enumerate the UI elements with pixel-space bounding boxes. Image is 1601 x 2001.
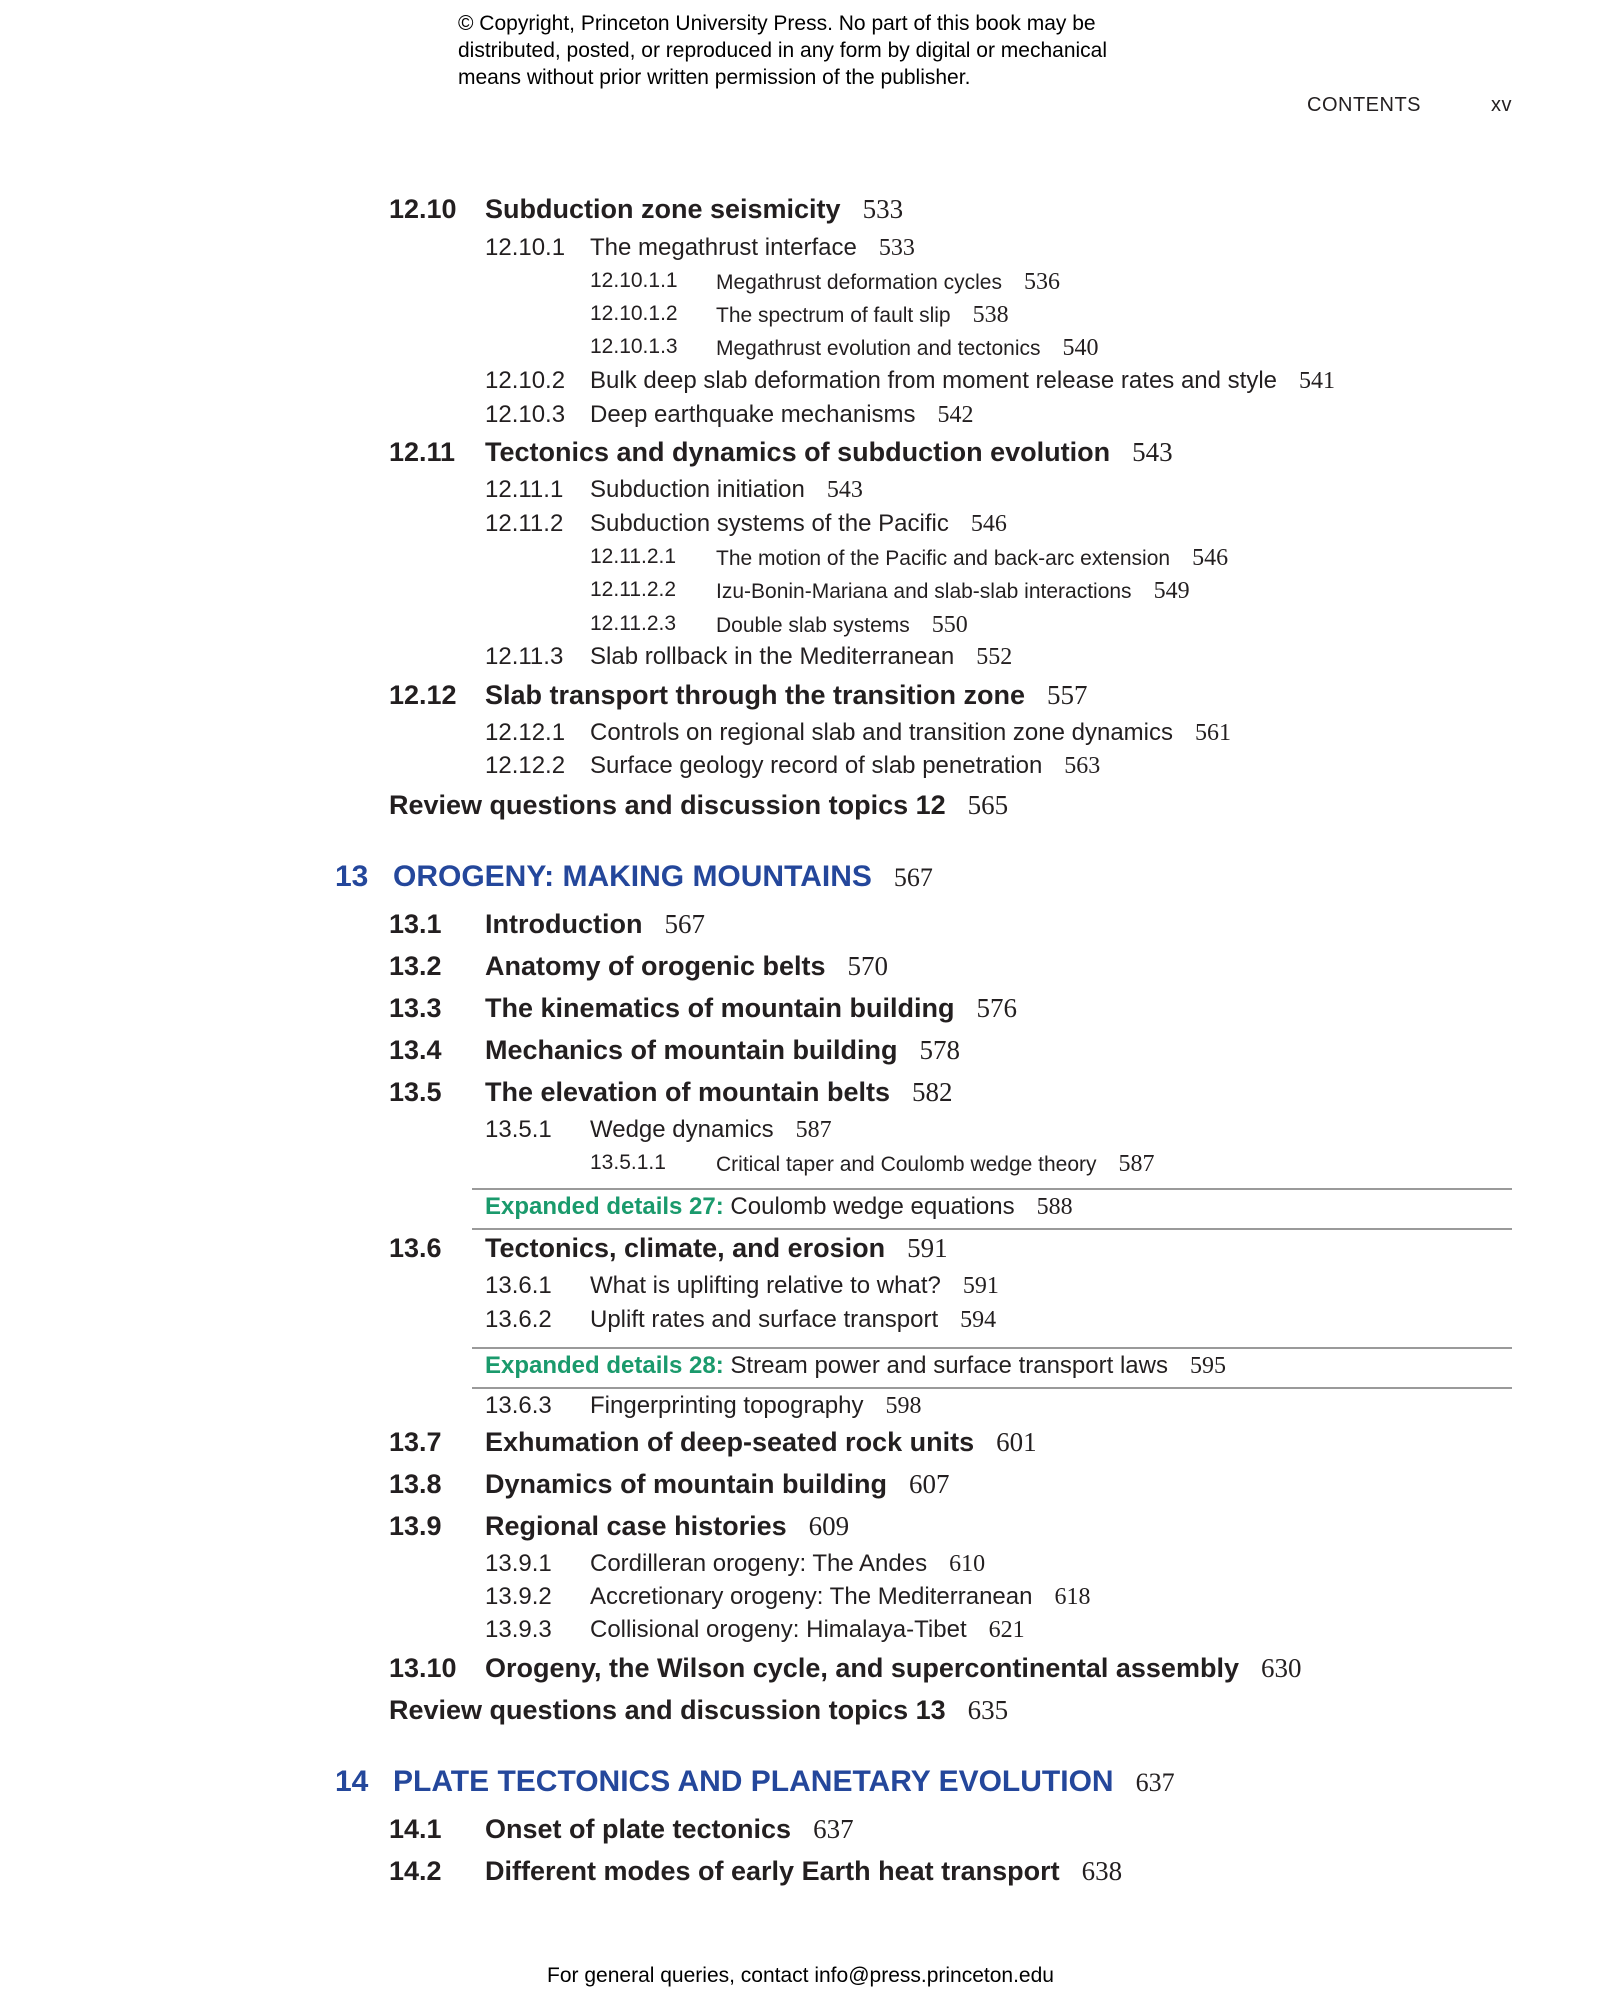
entry-number: 13.6.1 xyxy=(485,1272,552,1299)
entry-title: Subduction systems of the Pacific xyxy=(590,510,949,537)
entry-title: Slab transport through the transition zone xyxy=(485,680,1025,710)
entry-page: 607 xyxy=(909,1469,950,1499)
entry-number: 12.11.2.2 xyxy=(590,578,677,601)
entry-number: 12.11.2.3 xyxy=(590,612,677,635)
expanded-details-label: Expanded details 28: xyxy=(485,1352,724,1379)
entry-number: 12.11.2 xyxy=(485,510,564,537)
entry-page: 582 xyxy=(912,1077,953,1107)
entry-title: Tectonics and dynamics of subduction evolution xyxy=(485,437,1111,467)
entry-page: 536 xyxy=(1023,269,1060,295)
entry-page: 541 xyxy=(1299,368,1336,394)
entry-page: 610 xyxy=(949,1551,986,1577)
entry-page: 591 xyxy=(907,1233,948,1263)
entry-page: 561 xyxy=(1195,720,1231,746)
entry-page: 542 xyxy=(937,402,974,428)
entry-number: 13.6.3 xyxy=(485,1392,552,1419)
entry-title: The motion of the Pacific and back-arc extension xyxy=(716,547,1171,570)
entry-title: The elevation of mountain belts xyxy=(485,1077,891,1107)
chapter-number: 14 xyxy=(335,1765,369,1798)
entry-title: Uplift rates and surface transport xyxy=(590,1306,939,1333)
entry-number: 12.10.1.3 xyxy=(590,335,678,358)
entry-number: 12.11 xyxy=(389,437,456,467)
entry-page: 565 xyxy=(967,790,1009,820)
entry-title: Subduction initiation xyxy=(590,476,805,503)
entry-page: 609 xyxy=(808,1511,850,1541)
entry-page: 540 xyxy=(1062,335,1099,361)
entry-page: 598 xyxy=(885,1393,922,1419)
running-title: CONTENTS xyxy=(1307,94,1421,116)
entry-title: Regional case histories xyxy=(485,1511,787,1541)
entry-page: 570 xyxy=(847,951,889,981)
entry-number: 12.10.1.2 xyxy=(590,302,678,325)
entry-number: 13.9.2 xyxy=(485,1583,552,1610)
entry-page: 567 xyxy=(893,863,933,892)
entry-title: Different modes of early Earth heat transport xyxy=(485,1856,1060,1886)
entry-page: 591 xyxy=(962,1273,999,1299)
entry-title: Collisional orogeny: Himalaya-Tibet xyxy=(590,1616,967,1643)
entry-number: 13.9 xyxy=(389,1511,442,1541)
entry-number: 13.5.1 xyxy=(485,1116,552,1143)
entry-number: 13.5.1.1 xyxy=(590,1151,666,1174)
copyright-line: distributed, posted, or reproduced in any form by digital or mechanical xyxy=(458,39,1108,62)
entry-page: 538 xyxy=(972,302,1009,328)
entry-title: Izu-Bonin-Mariana and slab-slab interactions xyxy=(716,580,1132,603)
entry-page: 533 xyxy=(862,194,904,224)
entry-page: 543 xyxy=(826,477,863,503)
entry-page: 637 xyxy=(1135,1768,1175,1797)
entry-number: 13.8 xyxy=(389,1469,442,1499)
entry-title: Review questions and discussion topics 12 xyxy=(389,790,946,820)
entry-title: Slab rollback in the Mediterranean xyxy=(590,643,955,670)
copyright-line: © Copyright, Princeton University Press. No part of this book may be xyxy=(458,12,1096,35)
entry-page: 587 xyxy=(795,1117,832,1143)
entry-title: Surface geology record of slab penetration xyxy=(590,752,1043,779)
entry-page: 595 xyxy=(1189,1353,1226,1379)
entry-number: 12.10.3 xyxy=(485,401,566,428)
entry-title: The spectrum of fault slip xyxy=(716,304,951,327)
entry-title: Wedge dynamics xyxy=(590,1116,774,1143)
entry-title: Bulk deep slab deformation from moment release rates and style xyxy=(590,367,1278,394)
entry-number: 13.6.2 xyxy=(485,1306,552,1333)
chapter-title: OROGENY: MAKING MOUNTAINS xyxy=(393,860,872,893)
entry-number: 12.12.2 xyxy=(485,752,566,779)
entry-page: 549 xyxy=(1153,578,1190,604)
entry-page: 567 xyxy=(664,909,705,939)
entry-page: 601 xyxy=(996,1427,1037,1457)
entry-page: 638 xyxy=(1081,1856,1123,1886)
entry-title: Review questions and discussion topics 13 xyxy=(389,1695,946,1725)
entry-title: Tectonics, climate, and erosion xyxy=(485,1233,886,1263)
copyright-line: means without prior written permission of the publisher. xyxy=(458,66,971,89)
entry-page: 618 xyxy=(1054,1584,1091,1610)
entry-page: 550 xyxy=(931,612,968,638)
copyright-notice xyxy=(458,10,1218,91)
entry-title: Dynamics of mountain building xyxy=(485,1469,888,1499)
footer-contact: For general queries, contact info@press.princeton.edu xyxy=(547,1964,1054,1987)
entry-title: Double slab systems xyxy=(716,614,910,637)
entry-title: Controls on regional slab and transition zone dynamics xyxy=(590,719,1173,746)
entry-number: 12.10 xyxy=(389,194,457,224)
entry-number: 13.10 xyxy=(389,1653,457,1683)
entry-title: Subduction zone seismicity xyxy=(485,194,841,224)
entry-number: 13.7 xyxy=(389,1427,442,1457)
entry-page: 563 xyxy=(1064,753,1101,779)
entry-number: 14.2 xyxy=(389,1856,442,1886)
entry-page: 557 xyxy=(1047,680,1088,710)
entry-title: Mechanics of mountain building xyxy=(485,1035,898,1065)
entry-number: 13.1 xyxy=(389,909,442,939)
entry-title: Anatomy of orogenic belts xyxy=(485,951,826,981)
entry-number: 12.11.2.1 xyxy=(590,545,677,568)
entry-number: 12.12.1 xyxy=(485,719,566,746)
entry-title: Introduction xyxy=(485,909,643,939)
entry-title: The megathrust interface xyxy=(590,234,857,261)
page-number: xv xyxy=(1491,94,1512,116)
entry-page: 546 xyxy=(1192,545,1229,571)
chapter-number: 13 xyxy=(335,860,369,893)
entry-number: 14.1 xyxy=(389,1814,442,1844)
entry-number: 13.6 xyxy=(389,1233,442,1263)
entry-number: 12.12 xyxy=(389,680,457,710)
entry-page: 621 xyxy=(988,1617,1025,1643)
running-head xyxy=(1100,94,1512,124)
entry-title: Fingerprinting topography xyxy=(590,1392,864,1419)
entry-title: Megathrust evolution and tectonics xyxy=(716,337,1041,360)
entry-number: 12.10.1.1 xyxy=(590,269,678,292)
entry-page: 587 xyxy=(1118,1151,1155,1177)
entry-number: 12.11.1 xyxy=(485,476,564,503)
entry-number: 13.2 xyxy=(389,951,442,981)
entry-title: Accretionary orogeny: The Mediterranean xyxy=(590,1583,1033,1610)
entry-title: Stream power and surface transport laws xyxy=(730,1352,1168,1379)
entry-number: 12.10.1 xyxy=(485,234,566,261)
entry-page: 588 xyxy=(1036,1194,1073,1220)
entry-number: 12.10.2 xyxy=(485,367,566,394)
entry-page: 578 xyxy=(919,1035,961,1065)
entry-title: Cordilleran orogeny: The Andes xyxy=(590,1550,928,1577)
entry-number: 13.4 xyxy=(389,1035,442,1065)
chapter-title: PLATE TECTONICS AND PLANETARY EVOLUTION xyxy=(393,1765,1114,1798)
entry-number: 12.11.3 xyxy=(485,643,564,670)
entry-page: 594 xyxy=(960,1307,997,1333)
entry-page: 630 xyxy=(1260,1653,1302,1683)
entry-page: 635 xyxy=(967,1695,1009,1725)
entry-page: 533 xyxy=(878,235,915,261)
entry-number: 13.9.3 xyxy=(485,1616,552,1643)
expanded-details-label: Expanded details 27: xyxy=(485,1193,724,1220)
entry-title: Megathrust deformation cycles xyxy=(716,271,1002,294)
entry-title: Onset of plate tectonics xyxy=(485,1814,792,1844)
entry-number: 13.9.1 xyxy=(485,1550,552,1577)
entry-page: 552 xyxy=(976,644,1013,670)
entry-number: 13.5 xyxy=(389,1077,442,1107)
entry-title: The kinematics of mountain building xyxy=(485,993,955,1023)
entry-title: What is uplifting relative to what? xyxy=(590,1272,941,1299)
entry-page: 546 xyxy=(970,511,1007,537)
entry-page: 637 xyxy=(813,1814,854,1844)
entry-number: 13.3 xyxy=(389,993,442,1023)
entry-page: 543 xyxy=(1132,437,1173,467)
entry-title: Critical taper and Coulomb wedge theory xyxy=(716,1153,1097,1176)
entry-title: Coulomb wedge equations xyxy=(730,1193,1015,1220)
entry-title: Deep earthquake mechanisms xyxy=(590,401,916,428)
entry-title: Exhumation of deep-seated rock units xyxy=(485,1427,975,1457)
entry-title: Orogeny, the Wilson cycle, and supercontinental assembly xyxy=(485,1653,1239,1683)
entry-page: 576 xyxy=(976,993,1018,1023)
